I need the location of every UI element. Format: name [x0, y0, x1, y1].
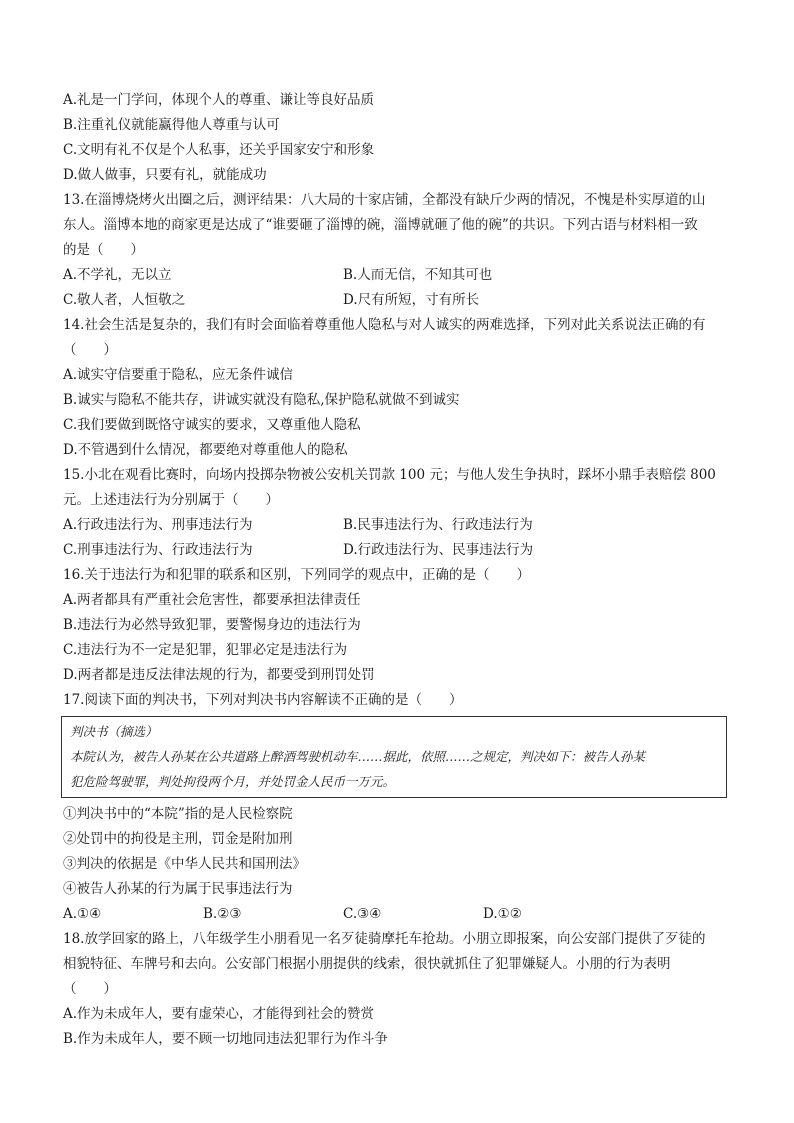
q14-option-d: D.不管遇到什么情况，都要绝对尊重他人的隐私: [63, 442, 348, 458]
q15-options-row2: [63, 538, 731, 563]
q16-option-c: C.违法行为不一定是犯罪，犯罪必定是违法行为: [63, 642, 348, 658]
q16-option-a: A.两者都具有严重社会危害性，都要承担法律责任: [63, 592, 361, 608]
q13-option-d: D.尺有所短，寸有所长: [343, 292, 480, 308]
q18-stem-line2: 相貌特征、车牌号和去向。公安部门根据小朋提供的线索，很快就抓住了犯罪嫌疑人。小朋的行为表明: [63, 956, 671, 972]
q17-option-a: A.①④: [63, 906, 102, 922]
q18-option-b: B.作为未成年人，要不顾一切地同违法犯罪行为作斗争: [63, 1031, 388, 1047]
q15-option-d: D.行政违法行为、民事违法行为: [343, 542, 534, 558]
q15-option-b: B.民事违法行为、行政违法行为: [343, 517, 533, 533]
q17-statement-4: ④被告人孙某的行为属于民事违法行为: [63, 881, 293, 897]
q13-options-row2: [63, 288, 731, 313]
q13-stem-line2: 东人。淄博本地的商家更是达成了“谁要砸了淄博的碗，淄博就砸了他的碗”的共识。下列古语与材料相一致: [63, 217, 698, 233]
q12-option-d: D.做人做事，只要有礼，就能成功: [63, 167, 267, 183]
q17-statement-1: ①判决书中的“本院”指的是人民检察院: [63, 806, 293, 822]
q18-stem-line1: 18.放学回家的路上，八年级学生小朋看见一名歹徒骑摩托车抢劫。小朋立即报案，向公安部门提供了歹徒的: [63, 931, 706, 947]
judgment-title: 判决书（摘选）: [70, 724, 158, 739]
q12-option-a: A.礼是一门学问，体现个人的尊重、谦让等良好品质: [63, 92, 375, 108]
judgment-text-line2: 犯危险驾驶罪，判处拘役两个月，并处罚金人民币一万元。: [70, 774, 396, 789]
q17-option-c: C.③④: [343, 906, 382, 922]
q16-option-d: D.两者都是违反法律法规的行为，都要受到刑罚处罚: [63, 667, 375, 683]
q17-option-d: D.①②: [483, 906, 522, 922]
q17-statement-2: ②处罚中的拘役是主刑，罚金是附加刑: [63, 831, 293, 847]
q14-stem-line2: （ ）: [63, 342, 117, 358]
q18-stem-line3: （ ）: [63, 981, 117, 997]
q17-statement-3: ③判决的依据是《中华人民共和国刑法》: [63, 856, 306, 872]
q17-option-b: B.②③: [203, 906, 242, 922]
judgment-text-line1: 本院认为，被告人孙某在公共道路上醉酒驾驶机动车……据此，依照……之规定，判决如下：被告人孙某: [70, 749, 646, 764]
q13-option-c: C.敬人者，人恒敬之: [63, 292, 186, 308]
q13-stem-line3: 的是（ ）: [63, 242, 144, 258]
q12-option-b: B.注重礼仪就能赢得他人尊重与认可: [63, 117, 280, 133]
exam-page: [63, 88, 731, 1052]
q15-stem-line2: 元。上述违法行为分别属于（ ）: [63, 492, 279, 508]
q15-stem-line1: 15.小北在观看比赛时，向场内投掷杂物被公安机关罚款 100 元；与他人发生争执时，踩坏小鼎手表赔偿 800: [63, 467, 716, 483]
q16-stem: 16.关于违法行为和犯罪的联系和区别，下列同学的观点中，正确的是（ ）: [63, 567, 530, 583]
q14-stem-line1: 14.社会生活是复杂的，我们有时会面临着尊重他人隐私与对人诚实的两难选择，下列对此关系说法正确的有: [63, 317, 706, 333]
q14-option-a: A.诚实守信要重于隐私，应无条件诚信: [63, 367, 294, 383]
q12-option-c: C.文明有礼不仅是个人私事，还关乎国家安宁和形象: [63, 142, 375, 158]
q17-stem: 17.阅读下面的判决书，下列对判决书内容解读不正确的是（ ）: [63, 692, 463, 708]
q13-option-a: A.不学礼，无以立: [63, 267, 172, 283]
q13-option-b: B.人而无信，不知其可也: [343, 267, 493, 283]
q17-options-row: [63, 902, 731, 927]
q14-option-c: C.我们要做到既恪守诚实的要求，又尊重他人隐私: [63, 417, 361, 433]
q18-option-a: A.作为未成年人，要有虚荣心，才能得到社会的赞赏: [63, 1006, 375, 1022]
judgment-excerpt-box: [61, 716, 727, 798]
q16-option-b: B.违法行为必然导致犯罪，要警惕身边的违法行为: [63, 617, 361, 633]
q15-option-c: C.刑事违法行为、行政违法行为: [63, 542, 253, 558]
q15-options-row1: [63, 513, 731, 538]
q13-options-row1: [63, 263, 731, 288]
q13-stem-line1: 13.在淄博烧烤火出圈之后，测评结果：八大局的十家店铺，全都没有缺斤少两的情况，不愧是朴实厚道的山: [63, 192, 706, 208]
q14-option-b: B.诚实与隐私不能共存，讲诚实就没有隐私,保护隐私就做不到诚实: [63, 392, 460, 408]
q15-option-a: A.行政违法行为、刑事违法行为: [63, 517, 253, 533]
